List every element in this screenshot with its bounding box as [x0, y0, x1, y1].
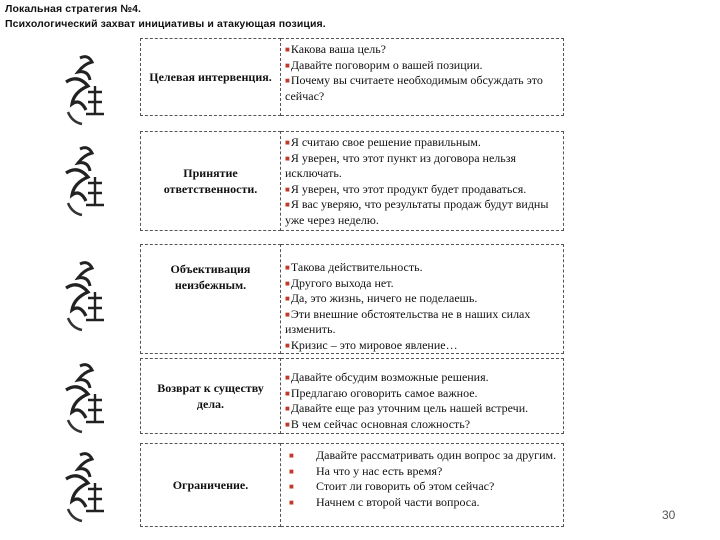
page-number: 30 — [662, 508, 676, 522]
row-label-box — [140, 131, 281, 231]
bullet-icon: ■ — [285, 184, 290, 194]
row-items-box — [281, 38, 564, 116]
strategy-row-return-to-essence — [0, 358, 720, 434]
bullet-icon: ■ — [285, 60, 290, 70]
calligraphy-icon — [58, 143, 108, 219]
row-label-box — [140, 244, 281, 354]
list-item: ■Я уверен, что этот пункт из договора нельзя исключать. — [285, 150, 516, 180]
row-label: Возврат к существу дела. — [157, 381, 264, 411]
row-items-box — [281, 358, 564, 434]
bullet-icon: ■ — [285, 340, 290, 350]
calligraphy-icon — [58, 52, 108, 128]
bullet-icon: ■ — [285, 419, 290, 429]
strategy-row-limitation — [0, 443, 720, 527]
row-label: Объективация неизбежным. — [170, 262, 251, 292]
list-item: ■ На что у нас есть время? — [289, 463, 443, 478]
list-item: ■Я уверен, что этот продукт будет продаваться. — [285, 181, 527, 196]
list-item: ■Какова ваша цель? — [285, 42, 387, 56]
strategy-row-objectification — [0, 244, 720, 354]
strategy-row-targeted-intervention — [0, 38, 720, 116]
list-item: ■Кризис – это мировое явление… — [285, 337, 458, 352]
calligraphy-icon — [58, 258, 108, 334]
list-item: ■Давайте обсудим возможные решения. — [285, 370, 489, 384]
list-item: ■Давайте еще раз уточним цель нашей встречи. — [285, 401, 529, 415]
list-item: ■В чем сейчас основная сложность? — [285, 416, 471, 431]
bullet-icon: ■ — [285, 153, 290, 163]
list-item: ■Я вас уверяю, что результаты продаж будут видны уже через неделю. — [285, 197, 549, 227]
bullet-icon: ■ — [285, 373, 290, 382]
bullet-icon: ■ — [289, 451, 294, 460]
bullet-icon: ■ — [289, 466, 294, 476]
list-item: ■ Давайте рассматривать один вопрос за другим. — [289, 448, 557, 462]
bullet-icon: ■ — [289, 497, 294, 507]
calligraphy-icon — [58, 360, 108, 436]
row-label: Ограничение. — [172, 478, 249, 492]
row-items-box — [281, 443, 564, 527]
list-item: ■Другого выхода нет. — [285, 275, 394, 290]
bullet-icon: ■ — [285, 138, 290, 147]
bullet-icon: ■ — [285, 294, 290, 303]
bullet-icon: ■ — [285, 309, 290, 319]
bullet-icon: ■ — [285, 278, 290, 288]
list-item: ■Я считаю свое решение правильным. — [285, 135, 481, 149]
row-label-box — [140, 38, 281, 116]
strategy-subtitle: Психологический захват инициативы и атакующая позиция. — [5, 18, 326, 30]
list-item: ■Такова действительность. — [285, 260, 423, 274]
list-item: ■ Начнем с второй части вопроса. — [289, 494, 480, 509]
bullet-icon: ■ — [285, 388, 290, 398]
bullet-icon: ■ — [285, 76, 290, 85]
row-items-box — [281, 244, 564, 354]
list-item: ■Почему вы считаете необходимым обсуждать это сейчас? — [285, 73, 543, 103]
row-label-box — [140, 358, 281, 434]
list-item: ■ Стоит ли говорить об этом сейчас? — [289, 479, 495, 493]
list-item: ■Да, это жизнь, ничего не поделаешь. — [285, 291, 478, 305]
list-item: ■Эти внешние обстоятельства не в наших силах изменить. — [285, 306, 531, 336]
row-items-box — [281, 131, 564, 231]
row-label: Принятие ответственности. — [163, 166, 258, 196]
strategy-row-accepting-responsibility — [0, 131, 720, 231]
list-item: ■Предлагаю оговорить самое важное. — [285, 385, 478, 400]
calligraphy-icon — [58, 449, 108, 525]
bullet-icon: ■ — [285, 200, 290, 209]
list-item: ■Давайте поговорим о вашей позиции. — [285, 57, 483, 72]
row-label-box — [140, 443, 281, 527]
bullet-icon: ■ — [289, 482, 294, 491]
bullet-icon: ■ — [285, 404, 290, 413]
bullet-icon: ■ — [285, 263, 290, 272]
strategy-title: Локальная стратегия №4. — [5, 3, 142, 15]
bullet-icon: ■ — [285, 45, 290, 54]
row-label: Целевая интервенция. — [149, 70, 272, 84]
